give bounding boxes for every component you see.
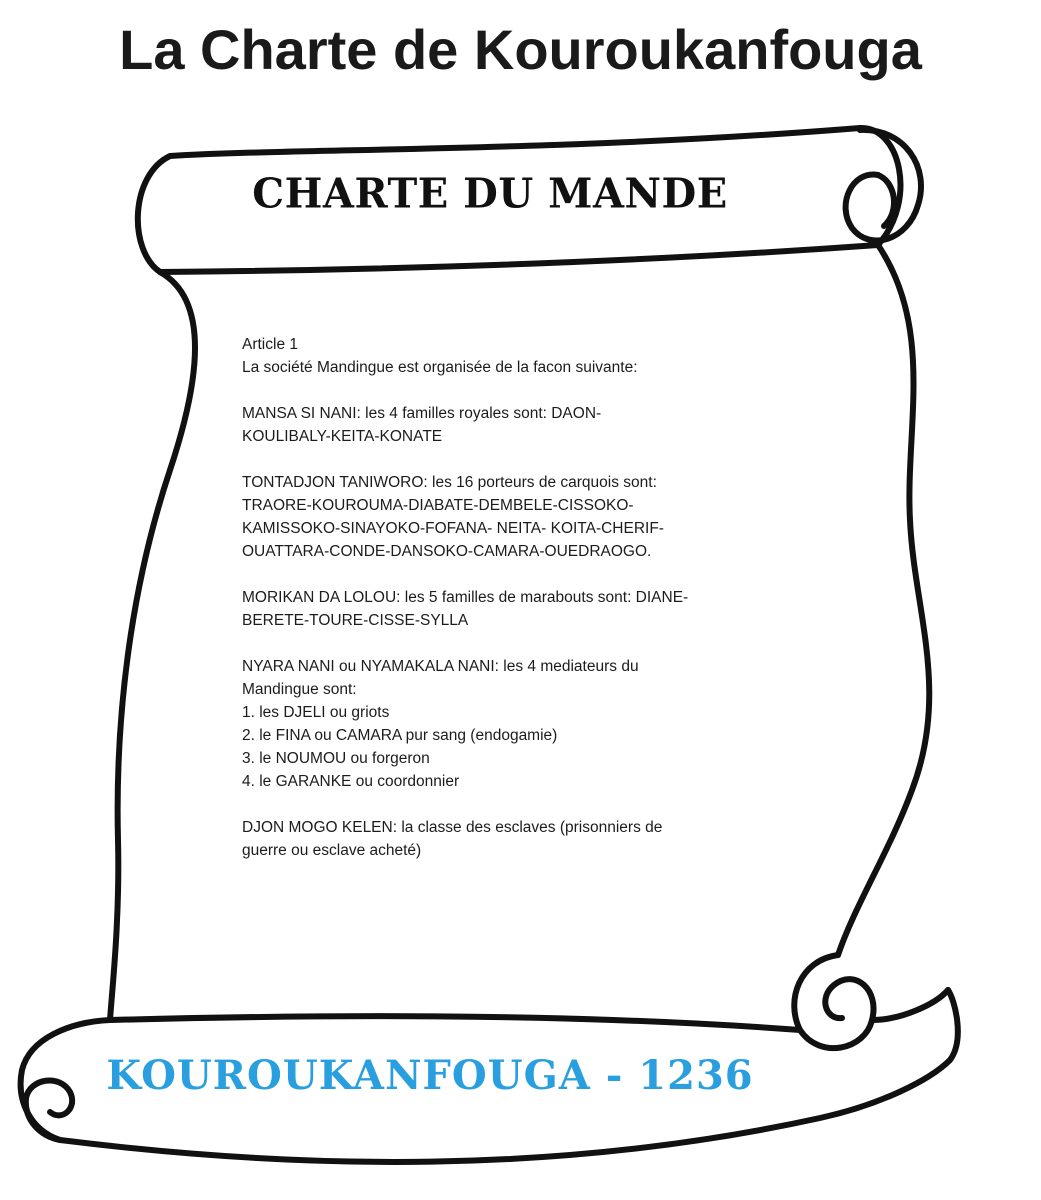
mansa-line-2: KOULIBALY-KEITA-KONATE — [242, 428, 443, 445]
charter-text — [242, 333, 802, 862]
page-title: La Charte de Kouroukanfouga — [119, 18, 922, 81]
nyara-line-1: NYARA NANI ou NYAMAKALA NANI: les 4 mediateurs du — [242, 658, 639, 675]
tontadjon-line-3: KAMISSOKO-SINAYOKO-FOFANA- NEITA- KOITA-CHERIF- — [242, 520, 664, 537]
right-edge — [838, 245, 929, 955]
tontadjon-line-2: TRAORE-KOUROUMA-DIABATE-DEMBELE-CISSOKO- — [242, 497, 634, 514]
banner-title: CHARTE DU MANDE — [252, 169, 728, 218]
tontadjon-line-4: OUATTARA-CONDE-DANSOKO-CAMARA-OUEDRAOGO. — [242, 543, 652, 560]
morikan-line-1: MORIKAN DA LOLOU: les 5 familles de marabouts sont: DIANE- — [242, 589, 689, 606]
mediator-item: 2. le FINA ou CAMARA pur sang (endogamie) — [242, 727, 558, 744]
mediator-item: 4. le GARANKE ou coordonnier — [242, 773, 460, 790]
djon-line-1: DJON MOGO KELEN: la classe des esclaves (prisonniers de — [242, 819, 663, 836]
morikan-line-2: BERETE-TOURE-CISSE-SYLLA — [242, 612, 469, 629]
article-heading: Article 1 — [242, 336, 298, 353]
mediator-item: 3. le NOUMOU ou forgeron — [242, 750, 430, 767]
bottom-right-roll — [794, 955, 873, 1048]
mediator-item: 1. les DJELI ou griots — [242, 704, 390, 721]
bottom-banner-top-edge — [110, 1016, 800, 1030]
left-edge — [110, 272, 195, 1020]
footer-title: KOUROUKANFOUGA - 1236 — [106, 1052, 754, 1099]
nyara-line-2: Mandingue sont: — [242, 681, 357, 698]
djon-line-2: guerre ou esclave acheté) — [242, 842, 422, 859]
top-right-roll-inner — [878, 175, 894, 226]
article-intro: La société Mandingue est organisée de la facon suivante: — [242, 359, 638, 376]
tontadjon-line-1: TONTADJON TANIWORO: les 16 porteurs de carquois sont: — [242, 474, 657, 491]
bottom-right-roll-tail — [872, 990, 948, 1020]
mansa-line-1: MANSA SI NANI: les 4 familles royales sont: DAON- — [242, 405, 602, 422]
bottom-left-roll — [26, 1081, 72, 1140]
